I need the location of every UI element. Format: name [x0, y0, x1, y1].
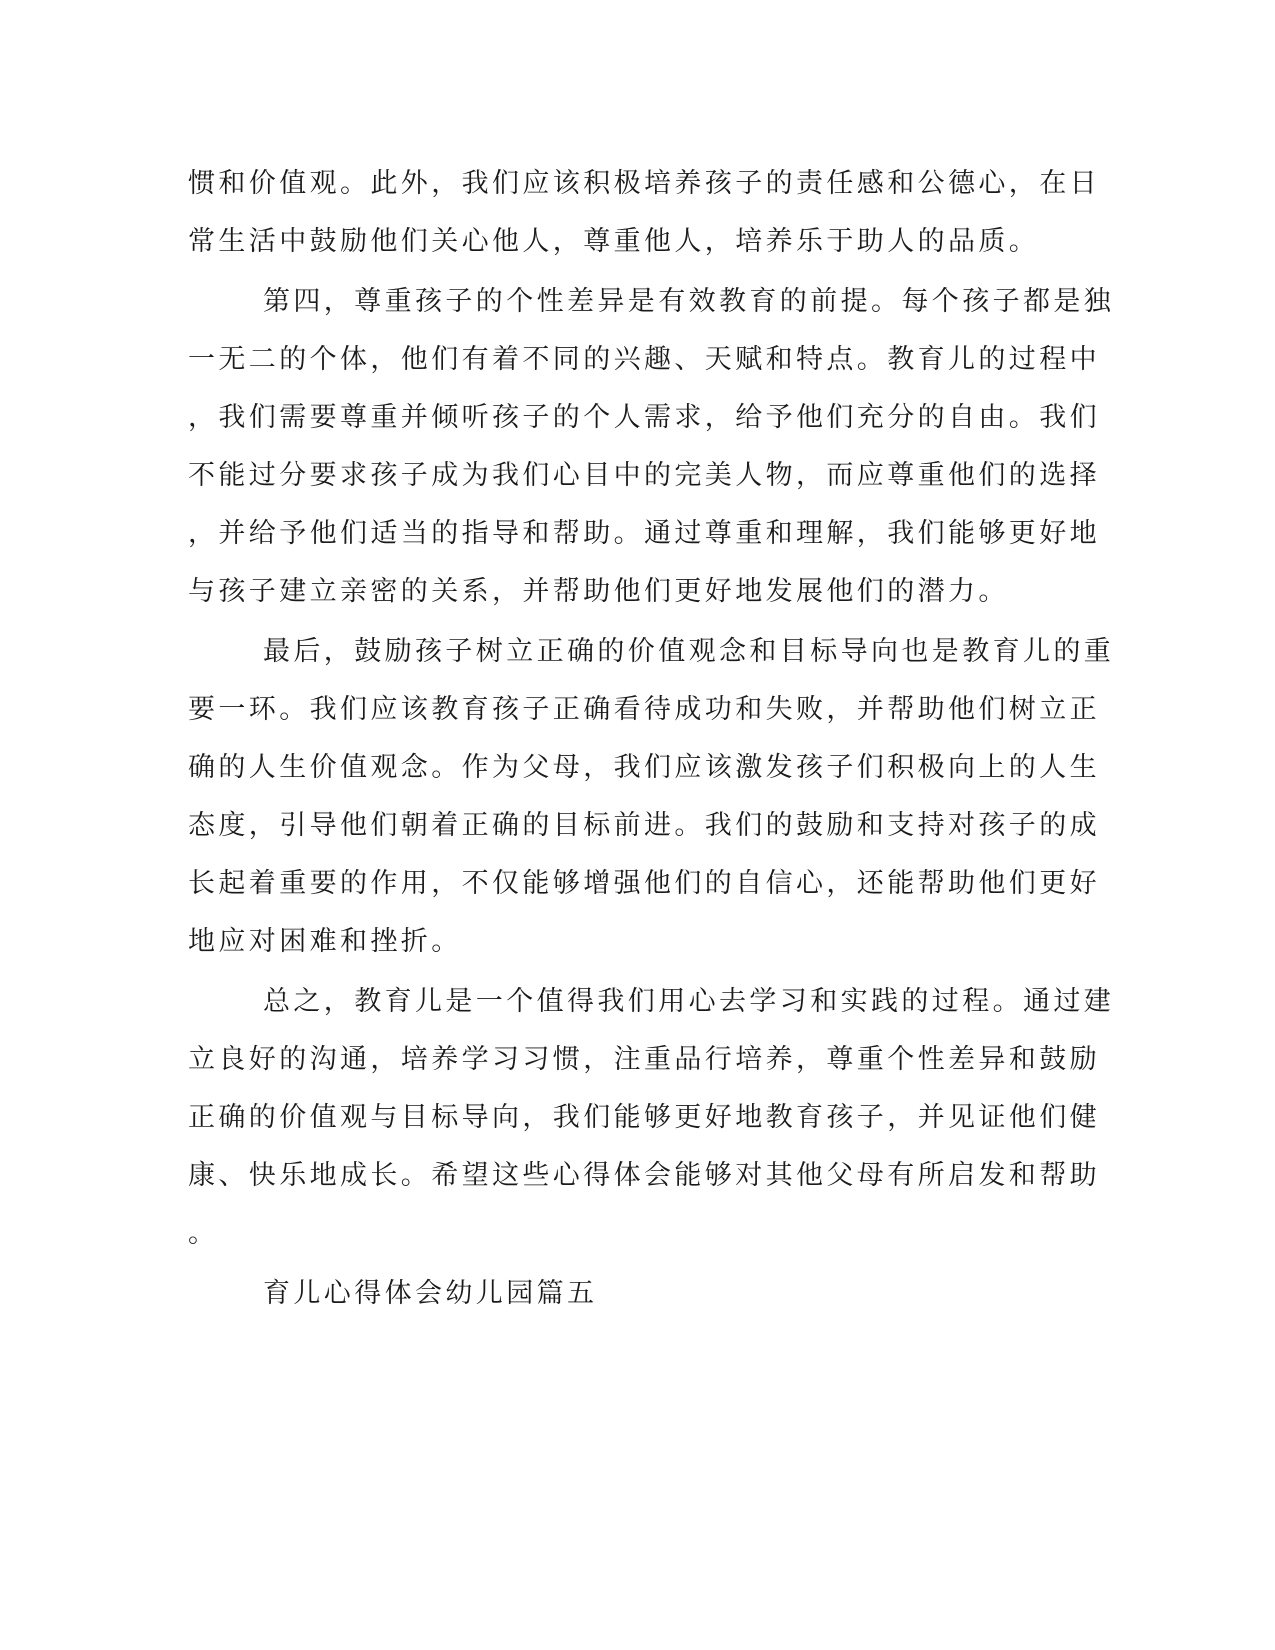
- text-line: 惯和价值观。此外，我们应该积极培养孩子的责任感和公德心，在日: [188, 168, 1100, 199]
- text-line: 一无二的个体，他们有着不同的兴趣、天赋和特点。教育儿的过程中: [188, 344, 1100, 375]
- paragraph-start-line: 总之，教育儿是一个值得我们用心去学习和实践的过程。通过建: [263, 986, 1115, 1017]
- text-line: 与孩子建立亲密的关系，并帮助他们更好地发展他们的潜力。: [188, 576, 1009, 607]
- text-line: 地应对困难和挫折。: [188, 926, 462, 957]
- text-line: 常生活中鼓励他们关心他人，尊重他人，培养乐于助人的品质。: [188, 226, 1040, 257]
- text-line: 确的人生价值观念。作为父母，我们应该激发孩子们积极向上的人生: [188, 752, 1100, 783]
- paragraph-start-line: 第四，尊重孩子的个性差异是有效教育的前提。每个孩子都是独: [263, 286, 1115, 317]
- text-line: 康、快乐地成长。希望这些心得体会能够对其他父母有所启发和帮助: [188, 1160, 1100, 1191]
- text-line: 长起着重要的作用，不仅能够增强他们的自信心，还能帮助他们更好: [188, 868, 1100, 899]
- paragraph-start-line: 最后，鼓励孩子树立正确的价值观念和目标导向也是教育儿的重: [263, 636, 1115, 667]
- text-line: 正确的价值观与目标导向，我们能够更好地教育孩子，并见证他们健: [188, 1102, 1100, 1133]
- text-line: 要一环。我们应该教育孩子正确看待成功和失败，并帮助他们树立正: [188, 694, 1100, 725]
- text-line: 不能过分要求孩子成为我们心目中的完美人物，而应尊重他们的选择: [188, 460, 1100, 491]
- section-heading: 育儿心得体会幼儿园篇五: [263, 1278, 598, 1309]
- text-line: 态度，引导他们朝着正确的目标前进。我们的鼓励和支持对孩子的成: [188, 810, 1100, 841]
- text-line: 立良好的沟通，培养学习习惯，注重品行培养，尊重个性差异和鼓励: [188, 1044, 1100, 1075]
- text-line: 。: [188, 1218, 219, 1249]
- text-line: ，并给予他们适当的指导和帮助。通过尊重和理解，我们能够更好地: [188, 518, 1100, 549]
- text-line: ，我们需要尊重并倾听孩子的个人需求，给予他们充分的自由。我们: [188, 402, 1100, 433]
